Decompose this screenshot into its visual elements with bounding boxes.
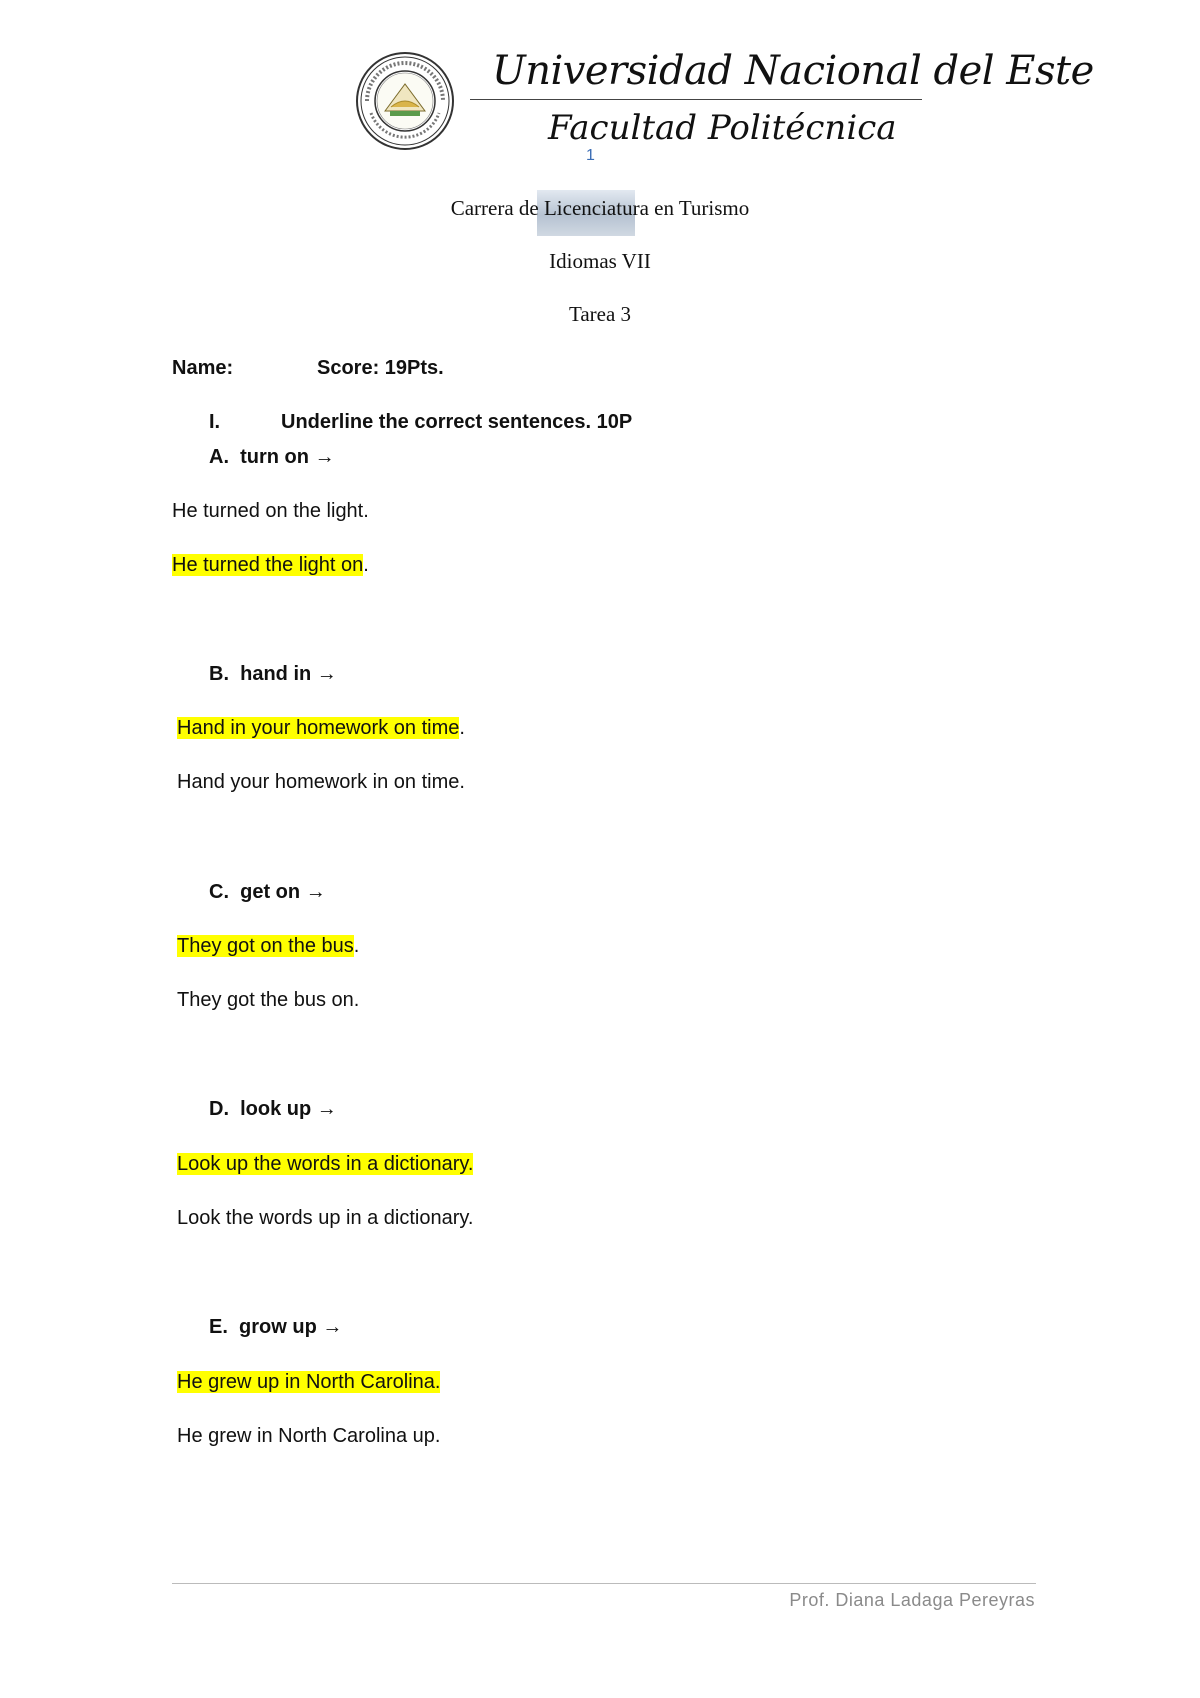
item-verb: grow up — [239, 1316, 317, 1338]
score-label: Score: 19Pts. — [317, 357, 444, 379]
header-divider — [470, 99, 922, 100]
footer-author: Prof. Diana Ladaga Pereyras — [789, 1590, 1035, 1610]
course-title: Idiomas VII — [549, 249, 651, 273]
arrow-icon: → — [314, 446, 335, 468]
sentence-option: Hand your homework in on time. — [177, 771, 465, 793]
item-letter: C. — [209, 881, 229, 903]
section-instruction: Underline the correct sentences. 10P — [281, 411, 633, 433]
sentence-option — [177, 1371, 440, 1394]
item-letter: E. — [209, 1316, 228, 1338]
sentence-option: Hand in your homework on time. — [177, 717, 465, 739]
highlighted-answer: Look up the words in a dictionary. — [177, 1153, 474, 1175]
faculty-name: Facultad Politécnica — [548, 108, 897, 148]
item-verb: hand in — [240, 663, 312, 685]
item-letter: A. — [209, 446, 229, 468]
section-number: I. — [209, 411, 221, 433]
sentence-option — [177, 1153, 473, 1176]
highlighted-answer: They got on the bus — [177, 935, 354, 957]
page-number: 1 — [586, 147, 595, 164]
item-heading — [209, 1098, 337, 1121]
highlighted-answer: He grew up in North Carolina. — [177, 1371, 441, 1393]
arrow-icon: → — [305, 881, 326, 903]
item-heading — [209, 1316, 342, 1339]
highlighted-answer: He turned the light on — [172, 554, 364, 576]
arrow-icon: → — [322, 1316, 343, 1338]
item-verb: look up — [240, 1098, 312, 1120]
item-letter: D. — [209, 1098, 229, 1120]
sentence-option: He grew in North Carolina up. — [177, 1425, 441, 1447]
university-seal-logo — [355, 51, 455, 151]
university-name: Universidad Nacional del Este — [492, 48, 1094, 94]
sentence-option: They got on the bus. — [177, 935, 360, 957]
arrow-icon: → — [316, 1098, 337, 1120]
career-title: Carrera de Licenciatura en Turismo — [450, 196, 750, 220]
name-label: Name: — [172, 357, 234, 379]
item-heading — [209, 663, 337, 686]
item-heading — [209, 446, 335, 469]
arrow-icon: → — [316, 663, 337, 685]
sentence-option: They got the bus on. — [177, 989, 360, 1011]
sentence-option: He turned the light on. — [172, 554, 369, 576]
item-verb: turn on — [240, 446, 309, 468]
footer-divider — [172, 1583, 1036, 1584]
assignment-title: Tarea 3 — [568, 302, 632, 326]
sentence-option: Look the words up in a dictionary. — [177, 1207, 474, 1229]
item-heading — [209, 881, 326, 904]
sentence-option: He turned on the light. — [172, 500, 369, 522]
item-verb: get on — [240, 881, 301, 903]
highlighted-answer: Hand in your homework on time — [177, 717, 460, 739]
item-letter: B. — [209, 663, 229, 685]
